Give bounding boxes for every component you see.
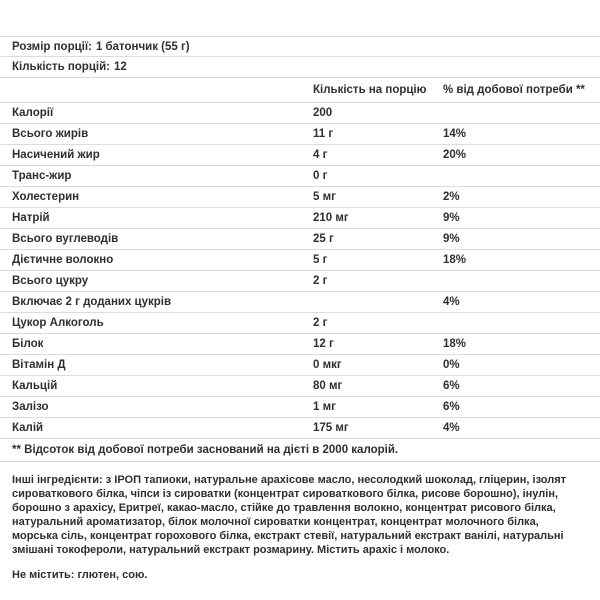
table-row bbox=[0, 271, 600, 292]
serving-size-value: 1 батончик (55 г) bbox=[95, 40, 190, 53]
row-label: Холестерин bbox=[12, 191, 80, 203]
row-label: Насичений жир bbox=[12, 149, 100, 161]
ingredients-text: з ІРОП тапиоки, натуральне арахісове масло, несолодкий шоколад, гліцерин, ізолят сироваткового білка, чіпси із сироватки (концентрат сироваткового білка, рисове борошно), інулін, борошно з арахісу, Еритреї, какао-масло, стійке до травлення волокно, концентрат рисового білка, натуральний ароматизатор, білок молочної сироватки концентрат, концентрат молочного білка, морська сіль, концентрат горохового білка, екстракт стевії, натуральний екстракт ванілі, натуральні змішані токофероли, натуральний екстракт розмарину. Містить арахіс і молоко. bbox=[12, 474, 567, 556]
row-amount: 5 мг bbox=[313, 191, 336, 203]
row-amount: 12 г bbox=[313, 338, 334, 350]
row-label: Вітамін Д bbox=[12, 359, 66, 371]
row-amount: 0 г bbox=[313, 170, 328, 182]
nutrition-rows bbox=[0, 103, 600, 439]
servings-count-label: Кількість порцій: bbox=[12, 61, 110, 73]
table-row bbox=[0, 103, 600, 124]
row-dv: 6% bbox=[443, 401, 460, 413]
row-amount: 210 мг bbox=[313, 212, 349, 224]
row-dv: 2% bbox=[443, 191, 460, 203]
allergen-free-line: Не містить: глютен, сою. bbox=[12, 569, 148, 581]
servings-count-row bbox=[0, 57, 600, 78]
row-amount: 2 г bbox=[313, 275, 328, 287]
row-amount: 200 bbox=[313, 107, 333, 119]
table-row bbox=[0, 355, 600, 376]
row-dv: 9% bbox=[443, 212, 460, 224]
table-row bbox=[0, 124, 600, 145]
row-label: Калій bbox=[12, 422, 44, 434]
table-row bbox=[0, 166, 600, 187]
row-amount: 175 мг bbox=[313, 422, 349, 434]
row-label: Транс-жир bbox=[12, 170, 72, 182]
dv-footnote bbox=[0, 439, 600, 462]
row-amount: 1 мг bbox=[313, 401, 336, 413]
table-row bbox=[0, 292, 600, 313]
row-dv: 0% bbox=[443, 359, 460, 371]
row-label: Цукор Алкоголь bbox=[12, 317, 104, 329]
row-dv: 14% bbox=[443, 128, 467, 140]
table-row bbox=[0, 250, 600, 271]
row-label: Дієтичне волокно bbox=[12, 254, 114, 266]
table-row bbox=[0, 418, 600, 439]
row-label: Калорії bbox=[12, 107, 54, 119]
ingredients-label: Інші інгредієнти: bbox=[12, 474, 103, 486]
row-label: Всього цукру bbox=[12, 275, 89, 287]
table-header-row bbox=[0, 78, 600, 103]
row-label: Всього вуглеводів bbox=[12, 233, 119, 245]
row-amount: 25 г bbox=[313, 233, 334, 245]
table-row bbox=[0, 229, 600, 250]
serving-size-label: Розмір порції: bbox=[12, 40, 92, 53]
row-amount: 80 мг bbox=[313, 380, 343, 392]
table-row bbox=[0, 334, 600, 355]
servings-count-value: 12 bbox=[114, 61, 127, 73]
table-row bbox=[0, 376, 600, 397]
row-label: Кальцій bbox=[12, 380, 58, 392]
row-dv: 18% bbox=[443, 254, 467, 266]
ingredients-paragraph bbox=[0, 462, 600, 557]
row-dv: 4% bbox=[443, 422, 460, 434]
row-label: Білок bbox=[12, 338, 44, 350]
row-amount: 2 г bbox=[313, 317, 328, 329]
table-row bbox=[0, 145, 600, 166]
row-label: Натрій bbox=[12, 212, 50, 224]
dv-column-header: % від добової потреби ** bbox=[443, 84, 585, 96]
row-label: Залізо bbox=[12, 401, 49, 413]
row-label: Включає 2 г доданих цукрів bbox=[12, 296, 172, 308]
amount-column-header: Кількість на порцію bbox=[313, 84, 427, 96]
table-row bbox=[0, 397, 600, 418]
serving-size-row bbox=[0, 36, 600, 57]
row-dv: 9% bbox=[443, 233, 460, 245]
row-dv: 18% bbox=[443, 338, 467, 350]
row-dv: 20% bbox=[443, 149, 467, 161]
row-dv: 6% bbox=[443, 380, 460, 392]
row-label: Всього жирів bbox=[12, 128, 89, 140]
row-dv: 4% bbox=[443, 296, 460, 308]
table-row bbox=[0, 208, 600, 229]
row-amount: 11 г bbox=[313, 128, 334, 140]
row-amount: 5 г bbox=[313, 254, 328, 266]
table-row bbox=[0, 313, 600, 334]
row-amount: 0 мкг bbox=[313, 359, 342, 371]
row-amount: 4 г bbox=[313, 149, 328, 161]
table-row bbox=[0, 187, 600, 208]
dv-footnote-text: ** Відсоток від добової потреби заснований на дієті в 2000 калорій. bbox=[12, 444, 399, 456]
